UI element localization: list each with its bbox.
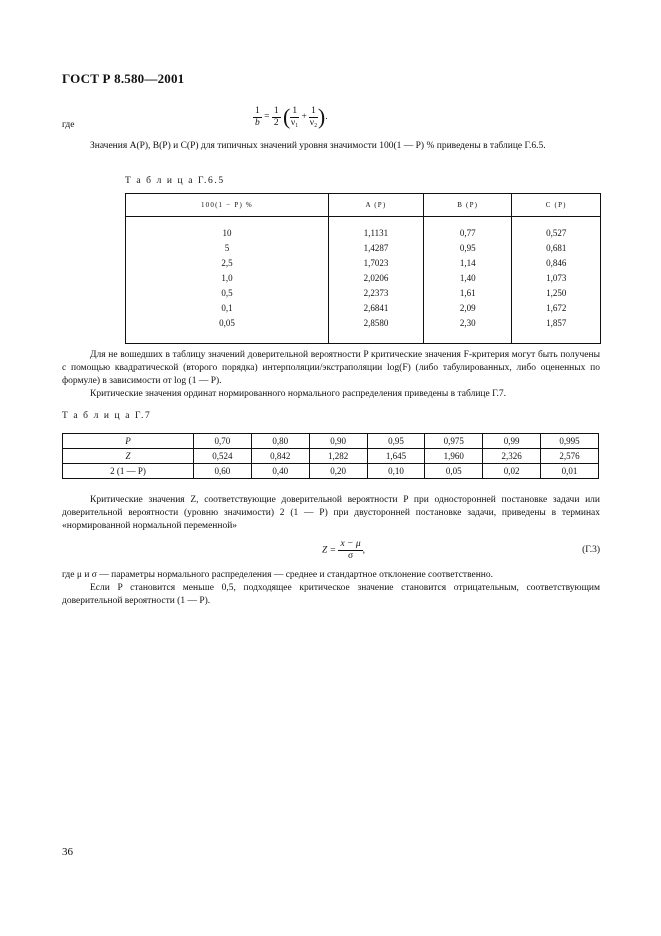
paragraph-negative-case: Если P становится меньше 0,5, подходящее критическое значение становится отрицательным, соответствующим доверительной вероятности (1 — P). <box>62 583 600 606</box>
table-row <box>126 286 601 301</box>
table-row <box>126 256 601 271</box>
eq3-lhs: Z = <box>322 545 337 556</box>
formula-b: $\frac{1}{b}$ = $\frac{1}{2}$ ( $\frac{1}{\text{ν₁}}$ + $\frac{1}{\text{ν₂}}$ ). <box>255 104 328 129</box>
table-cell: 1,645 <box>367 449 425 464</box>
formula-half-num: 1 <box>273 105 279 116</box>
table-cell: 0,77 <box>423 217 512 242</box>
table-cell: 2,0206 <box>328 271 423 286</box>
table-cell: 0,524 <box>194 449 252 464</box>
table-cell: 2,5 <box>126 256 329 271</box>
table-cell: 0,527 <box>512 217 601 242</box>
table-cell: 2,09 <box>423 301 512 316</box>
table-cell: 2,2373 <box>328 286 423 301</box>
formula-where-label: где <box>62 120 75 130</box>
formula-t1-num: 1 <box>292 105 298 116</box>
table-cell: 0,20 <box>309 464 367 479</box>
table-cell: 2,30 <box>423 316 512 344</box>
table-cell: 0,01 <box>541 464 599 479</box>
table-cell: 0,1 <box>126 301 329 316</box>
formula-t2-den: ν₂ <box>309 117 318 128</box>
table-row <box>126 316 601 344</box>
formula-lhs-num: 1 <box>255 105 260 116</box>
table-cell: 0,975 <box>425 434 483 449</box>
table-row <box>126 241 601 256</box>
table-cell: 1,282 <box>309 449 367 464</box>
table-cell: 1,250 <box>512 286 601 301</box>
table-g65-header: C (P) <box>512 194 601 217</box>
table-cell: Z <box>63 449 194 464</box>
paragraph-critical-z: Критические значения Z, соответствующие доверительной вероятности P при односторонней постановке задачи или доверительной вероятности (уровню значимости) 2 (1 — P) при двусторонней постановке задачи, приведены в терминах «нормированной нормальной переменной» <box>62 495 600 531</box>
eq3-den: σ <box>347 551 354 561</box>
table-row <box>63 449 599 464</box>
table-cell: 0,681 <box>512 241 601 256</box>
table-cell: 2,8580 <box>328 316 423 344</box>
table-cell: 0,5 <box>126 286 329 301</box>
table-cell: 1,61 <box>423 286 512 301</box>
table-cell: P <box>63 434 194 449</box>
table-cell: 0,05 <box>126 316 329 344</box>
eq3-comma: , <box>362 545 365 556</box>
table-g65-header: A (P) <box>328 194 423 217</box>
table-cell: 0,90 <box>309 434 367 449</box>
table-cell: 1,14 <box>423 256 512 271</box>
table-g65-header: B (P) <box>423 194 512 217</box>
table-cell: 0,05 <box>425 464 483 479</box>
formula-plus: + <box>301 112 307 122</box>
document-header: ГОСТ Р 8.580—2001 <box>62 71 185 86</box>
table-cell: 0,99 <box>483 434 541 449</box>
table-row <box>126 217 601 242</box>
equation-g3 <box>60 537 600 565</box>
table-g65 <box>125 193 601 344</box>
table-cell: 1,960 <box>425 449 483 464</box>
table-row <box>63 434 599 449</box>
formula-end: . <box>325 112 328 122</box>
table-g65-header: 100(1 − P) % <box>126 194 329 217</box>
table-cell: 2,576 <box>541 449 599 464</box>
table-cell: 0,95 <box>367 434 425 449</box>
paragraph-interpolation: Для не вошедших в таблицу значений доверительной вероятности P критические значения F-критерия могут быть получены с помощью квадратической (второго порядка) интерполяции/экстраполяции log(F) (либо табулированных, либо оцененных по формуле) в зависимости от log (1 — P). <box>62 350 600 386</box>
table-g7-caption: Т а б л и ц а Г.7 <box>62 411 152 421</box>
table-cell: 1,073 <box>512 271 601 286</box>
formula-eq: = <box>264 112 270 122</box>
table-cell: 0,60 <box>194 464 252 479</box>
paragraph-critical-ordinates: Критические значения ординат нормированного нормального распределения приведены в таблице Г.7. <box>90 389 507 399</box>
table-g7 <box>62 433 599 479</box>
formula-lhs-den: b <box>255 117 260 128</box>
formula-t1-den: ν₁ <box>290 117 299 128</box>
table-cell: 1,40 <box>423 271 512 286</box>
table-cell: 1,4287 <box>328 241 423 256</box>
table-cell: 2,326 <box>483 449 541 464</box>
table-cell: 1,1131 <box>328 217 423 242</box>
eq3-label: (Г.3) <box>582 545 600 555</box>
table-cell: 0,70 <box>194 434 252 449</box>
table-cell: 1,857 <box>512 316 601 344</box>
table-cell: 2 (1 — P) <box>63 464 194 479</box>
table-cell: 2,6841 <box>328 301 423 316</box>
table-cell: 1,672 <box>512 301 601 316</box>
page-number: 36 <box>62 846 73 858</box>
table-cell: 0,995 <box>541 434 599 449</box>
table-cell: 0,02 <box>483 464 541 479</box>
table-row <box>63 464 599 479</box>
eq3-num: x − μ <box>340 539 361 549</box>
table-row <box>126 271 601 286</box>
table-g65-caption: Т а б л и ц а Г.6.5 <box>125 176 225 186</box>
table-cell: 0,10 <box>367 464 425 479</box>
table-cell: 10 <box>126 217 329 242</box>
paragraph-values-intro: Значения A(P), B(P) и C(P) для типичных значений уровня значимости 100(1 — P) % приведены в таблице Г.6.5. <box>90 141 546 151</box>
table-cell: 0,95 <box>423 241 512 256</box>
formula-half-den: 2 <box>273 117 279 128</box>
table-cell: 0,846 <box>512 256 601 271</box>
table-cell: 0,80 <box>251 434 309 449</box>
table-cell: 5 <box>126 241 329 256</box>
table-cell: 0,40 <box>251 464 309 479</box>
table-row <box>126 301 601 316</box>
formula-t2-num: 1 <box>311 105 316 116</box>
table-cell: 1,0 <box>126 271 329 286</box>
paragraph-parameters: где μ и σ — параметры нормального распределения — среднее и стандартное отклонение соответственно. <box>62 570 494 580</box>
table-cell: 0,842 <box>251 449 309 464</box>
table-cell: 1,7023 <box>328 256 423 271</box>
